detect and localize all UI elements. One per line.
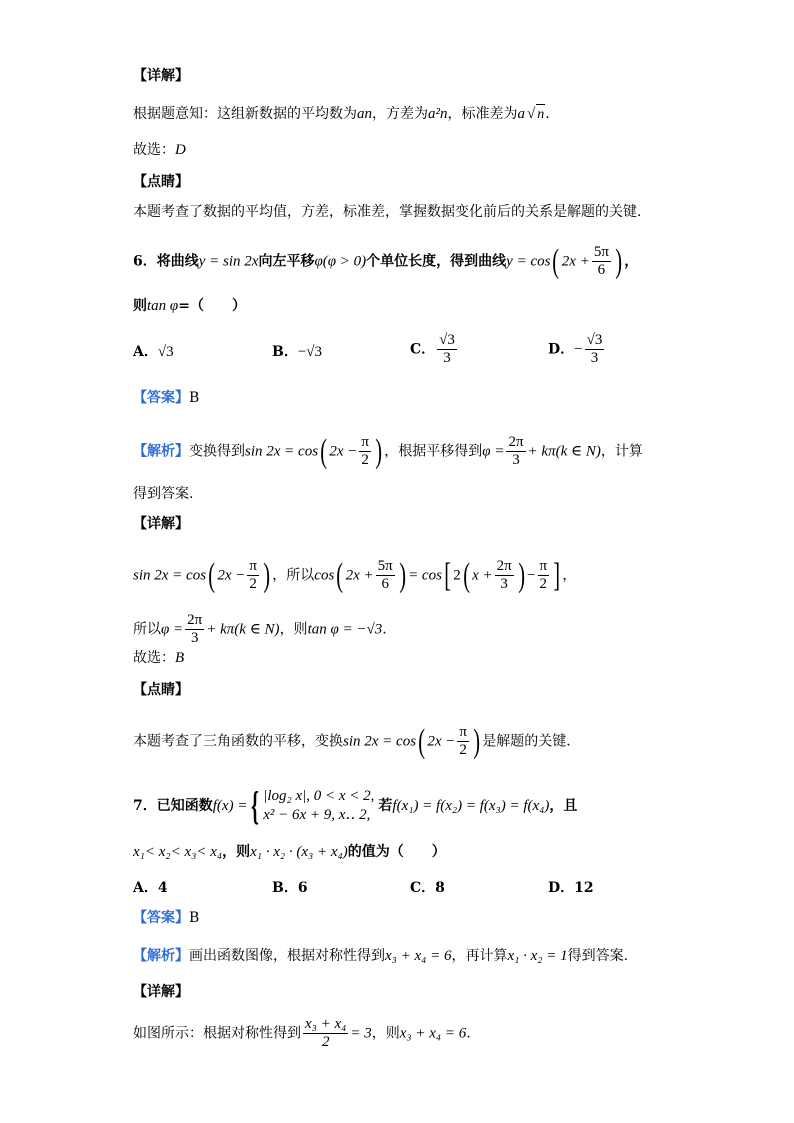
q6-analysis: 【解析】变换得到sin 2x = cos( 2x − $\frac{\pi}{2}$ ) ，根据平移得到φ = $\frac{2\pi}{3}$ + kπ(k ∈ N)，计算 — [133, 432, 643, 470]
q6-detail-1: sin 2x = cos( 2x − $\frac{\pi}{2}$ ) ，所以cos( 2x + $\frac{5\pi}{6}$ ) = cos[ 2( x + $\frac{2\pi}{3}$ ) − $\frac{\pi}{2}$ ] ， — [133, 556, 577, 594]
q7-fx: f(x) = — [212, 798, 248, 814]
comma: ， — [624, 253, 639, 270]
mean-expr: an — [357, 106, 372, 122]
answer-value: B — [189, 390, 200, 406]
q7-detail: 如图所示：根据对称性得到 $\frac{\text{x₃ + x₄}}{2}$ = 3，则x₃ + x₄ = 6. — [133, 1016, 471, 1050]
q7-stem: 7．已知函数f(x) ={ |log₂ x|, 0 < x < 2, x² − 6x + 9, x‥ 2, 若f(x₁) = f(x₂) = f(x₃) = f(x₄)，且 — [133, 783, 578, 828]
q7-option-b: B．6 — [272, 880, 308, 896]
q6-option-b: B．−√3 — [272, 344, 323, 360]
q5-choice-line — [133, 140, 186, 160]
q6-comment: 本题考查了三角函数的平移，变换sin 2x = cos( 2x − $\frac{\pi}{2}$ ) 是解题的关键. — [133, 722, 571, 760]
q7-analysis: 【解析】画出函数图像，根据对称性得到x₃ + x₄ = 6，再计算x₁ · x₂ = 1得到答案. — [133, 948, 629, 964]
variance-expr: a²n — [428, 106, 448, 122]
choice-label: 故选： — [133, 142, 175, 158]
q7-detail-header: 【详解】 — [133, 984, 189, 1000]
q6-choice: 故选：B — [133, 650, 185, 666]
detail-header: 【详解】 — [133, 68, 189, 84]
q6-shift-text: 向左平移 — [258, 253, 315, 270]
std-lead: ，标准差为 — [447, 106, 518, 122]
answer-tag: 【答案】 — [133, 390, 189, 406]
q6-curve2-lead: y = cos — [506, 253, 551, 270]
q7-option-d: D．12 — [548, 880, 594, 896]
q6-stem: 6．将曲线y = sin 2x向左平移φ(φ > 0)个单位长度，得到曲线y = cos( 2x + $\frac{5\pi}{6}$ ) ， — [133, 242, 639, 280]
q7-order: x₁< x₂< x₃< x₄ — [133, 844, 223, 860]
q7-option-c: C．8 — [410, 880, 445, 896]
q6-ask — [133, 296, 246, 316]
q5-detail-text: 根据题意知：这组新数据的平均数为 — [133, 106, 357, 122]
q6-detail-header: 【详解】 — [133, 516, 189, 532]
q6-ask-lead: 则 — [133, 298, 147, 314]
q5-detail-line: 根据题意知：这组新数据的平均数为an，方差为a²n，标准差为a √ n. — [133, 104, 550, 125]
std-n: n — [536, 104, 545, 125]
q6-option-c: C． $\frac{√3}{3}$ — [410, 332, 455, 366]
q6-analysis-2: 得到答案. — [133, 486, 194, 502]
q6-unit-text: 个单位长度，得到曲线 — [366, 253, 507, 270]
q7-expr: x₁ · x₂ · (x₃ + x₄) — [250, 844, 348, 860]
choice-value: D — [175, 142, 186, 158]
q6-curve2-frac: $\frac{5\pi}{6}$ — [593, 244, 609, 278]
q7-cases: |log₂ x|, 0 < x < 2, x² − 6x + 9, x‥ 2, — [263, 788, 375, 823]
q7-eq: f(x₁) = f(x₂) = f(x₃) = f(x₄) — [392, 798, 550, 814]
q6-curve1: y = sin 2x — [198, 253, 259, 270]
q7-option-a: A．4 — [133, 880, 168, 896]
q7-number: 7．已知函数 — [133, 798, 213, 814]
comment-header: 【点睛】 — [133, 174, 189, 190]
q6-detail-2: 所以φ = $\frac{2\pi}{3}$ + kπ(k ∈ N)，则tan φ = −√3. — [133, 612, 387, 646]
q7-answer: 【答案】B — [133, 910, 200, 926]
q6-comment-header: 【点睛】 — [133, 682, 189, 698]
q7-stem-2: x₁< x₂< x₃< x₄，则x₁ · x₂ · (x₃ + x₄)的值为（ ） — [133, 844, 446, 860]
q6-option-a: A．√3 — [133, 344, 174, 360]
q5-comment-text: 本题考查了数据的平均值，方差，标准差，掌握数据变化前后的关系是解题的关键. — [133, 204, 642, 220]
q6-ask-tail: =（ ） — [178, 298, 246, 314]
q6-ask-math: tan φ — [147, 298, 179, 314]
analysis-tag: 【解析】 — [133, 443, 189, 460]
q6-number: 6．将曲线 — [133, 253, 199, 270]
q6-curve2-in: 2x + — [561, 253, 590, 270]
std-a: a — [517, 106, 525, 122]
period: . — [545, 106, 550, 122]
q6-option-d: D．− $\frac{√3}{3}$ — [548, 332, 603, 366]
q6-phi: φ(φ > 0) — [314, 253, 367, 270]
q6-answer — [133, 388, 199, 408]
variance-lead: ，方差为 — [372, 106, 428, 122]
